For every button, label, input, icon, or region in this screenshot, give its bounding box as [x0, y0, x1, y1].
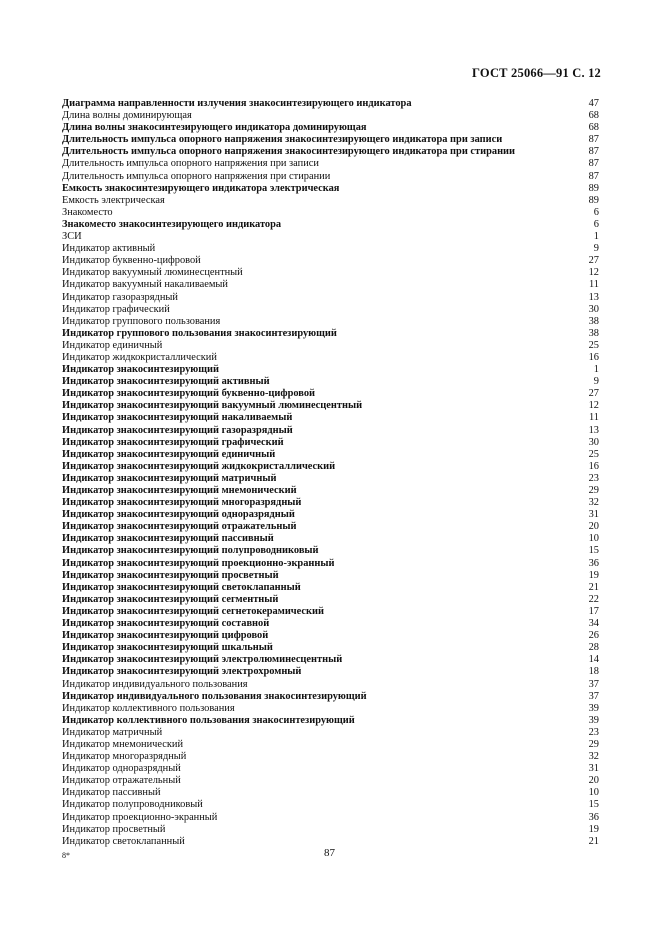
index-term: Знакоместо: [62, 206, 113, 218]
index-page-ref: 31: [588, 763, 599, 775]
index-term: Индикатор полупроводниковый: [62, 799, 203, 811]
index-entry: [62, 122, 599, 134]
page-header: ГОСТ 25066—91 С. 12: [472, 66, 601, 80]
index-term: Длина волны доминирующая: [62, 110, 192, 122]
index-page-ref: 10: [588, 787, 599, 799]
index-entry: [62, 824, 599, 836]
index-term: Индикатор знакосинтезирующий электролюминесцентный: [62, 654, 343, 666]
index-term: Индикатор знакосинтезирующий проекционно-экранный: [62, 557, 335, 569]
index-entry: [62, 642, 599, 654]
index-entry: [62, 292, 599, 304]
index-entry: [62, 497, 599, 509]
index-entry: [62, 110, 599, 122]
index-page-ref: 21: [588, 835, 599, 847]
index-term: Индикатор знакосинтезирующий жидкокристаллический: [62, 460, 336, 472]
signature-mark: 8*: [62, 851, 70, 860]
index-page-ref: 23: [588, 472, 599, 484]
index-entry: [62, 558, 599, 570]
index-page-ref: 17: [588, 605, 599, 617]
index-term: Индикатор знакосинтезирующий составной: [62, 618, 270, 630]
index-term: Индикатор знакосинтезирующий шкальный: [62, 642, 273, 654]
index-entry: [62, 171, 599, 183]
index-page-ref: 39: [588, 702, 599, 714]
index-term: Индикатор знакосинтезирующий активный: [62, 376, 270, 388]
index-page-ref: 36: [588, 811, 599, 823]
index-page-ref: 10: [588, 533, 599, 545]
index-entry: [62, 412, 599, 424]
index-page-ref: 32: [588, 497, 599, 509]
index-entry: [62, 243, 599, 255]
index-term: Знакоместо знакосинтезирующего индикатора: [62, 218, 282, 230]
index-term: Индикатор знакосинтезирующий газоразрядный: [62, 424, 293, 436]
index-entry: [62, 570, 599, 582]
index-entry: [62, 158, 599, 170]
index-term: Индикатор знакосинтезирующий цифровой: [62, 630, 269, 642]
index-term: Индикатор знакосинтезирующий вакуумный люминесцентный: [62, 400, 363, 412]
index-term: Индикатор знакосинтезирующий графический: [62, 436, 284, 448]
index-term: Индикатор знакосинтезирующий одноразрядный: [62, 509, 295, 521]
index-page-ref: 29: [588, 485, 599, 496]
index-term: Длительность импульса опорного напряжения при стирании: [62, 170, 331, 182]
index-entry: [62, 195, 599, 207]
index-page-ref: 22: [588, 593, 599, 605]
index-entry: [62, 328, 599, 340]
index-page-ref: 11: [588, 279, 599, 291]
index-page-ref: 29: [588, 738, 599, 750]
index-term: Индикатор отражательный: [62, 775, 181, 787]
index-term: Индикатор знакосинтезирующий накаливаемый: [62, 412, 293, 424]
index-term: Индикатор знакосинтезирующий матричный: [62, 472, 277, 484]
index-term: Индикатор знакосинтезирующий отражательный: [62, 521, 297, 533]
index-entry: [62, 739, 599, 751]
index-term: Индикатор индивидуального пользования: [62, 678, 248, 690]
index-page-ref: 6: [593, 218, 599, 230]
index-page-ref: 12: [588, 267, 599, 279]
index-entry: [62, 533, 599, 545]
index-entry: [62, 836, 599, 848]
index-page-ref: 15: [588, 545, 599, 557]
index-page-ref: 13: [588, 424, 599, 436]
index-term: Индикатор знакосинтезирующий электрохромный: [62, 666, 302, 678]
index-entry: [62, 630, 599, 642]
index-entry: [62, 376, 599, 388]
index-page-ref: 87: [588, 158, 599, 170]
index-entry: [62, 255, 599, 267]
index-entry: [62, 207, 599, 219]
index-term: Индикатор многоразрядный: [62, 751, 187, 763]
index-entry: [62, 763, 599, 775]
index-term: Индикатор знакосинтезирующий сегментный: [62, 593, 279, 605]
index-term: Длительность импульса опорного напряжения знакосинтезирующего индикатора при стирании: [62, 146, 516, 158]
index-term: Индикатор газоразрядный: [62, 291, 178, 303]
index-entry: [62, 461, 599, 473]
index-page-ref: 25: [588, 448, 599, 460]
index-entry: [62, 134, 599, 146]
index-page-ref: 21: [588, 581, 599, 593]
index-page-ref: 37: [588, 690, 599, 702]
index-page-ref: 25: [588, 339, 599, 351]
index-term: Индикатор одноразрядный: [62, 763, 181, 775]
index-term: Индикатор мнемонический: [62, 738, 184, 750]
index-term: Индикатор пассивный: [62, 787, 161, 799]
alphabetical-index: [62, 98, 599, 848]
index-term: Индикатор проекционно-экранный: [62, 811, 218, 823]
index-entry: [62, 340, 599, 352]
index-entry: [62, 279, 599, 291]
index-term: Индикатор вакуумный накаливаемый: [62, 279, 228, 291]
index-page-ref: 87: [588, 134, 599, 146]
index-page-ref: 19: [588, 569, 599, 581]
index-entry: [62, 691, 599, 703]
index-entry: [62, 316, 599, 328]
index-term: Индикатор группового пользования знакосинтезирующий: [62, 327, 337, 339]
index-term: Емкость электрическая: [62, 194, 165, 206]
index-page-ref: 30: [588, 303, 599, 315]
index-term: Индикатор индивидуального пользования знакосинтезирующий: [62, 690, 367, 702]
index-entry: [62, 787, 599, 799]
index-page-ref: 37: [588, 678, 599, 690]
index-page-ref: 15: [588, 799, 599, 811]
index-page-ref: 89: [588, 194, 599, 206]
index-term: Индикатор знакосинтезирующий: [62, 364, 219, 376]
index-page-ref: 23: [588, 726, 599, 738]
index-page-ref: 31: [588, 509, 599, 521]
index-entry: [62, 812, 599, 824]
index-entry: [62, 364, 599, 376]
index-entry: [62, 545, 599, 557]
index-term: Индикатор графический: [62, 303, 170, 315]
index-term: Индикатор жидкокристаллический: [62, 351, 217, 363]
index-page-ref: 34: [588, 618, 599, 630]
index-term: Индикатор знакосинтезирующий мнемонический: [62, 485, 297, 496]
index-entry: [62, 521, 599, 533]
index-entry: [62, 267, 599, 279]
index-term: Индикатор матричный: [62, 726, 163, 738]
index-page-ref: 9: [593, 376, 599, 388]
index-term: Длительность импульса опорного напряжения знакосинтезирующего индикатора при записи: [62, 134, 503, 146]
index-page-ref: 87: [588, 170, 599, 182]
index-entry: [62, 799, 599, 811]
index-page-ref: 28: [588, 642, 599, 654]
index-page-ref: 19: [588, 823, 599, 835]
index-entry: [62, 654, 599, 666]
index-page-ref: 26: [588, 630, 599, 642]
index-term: Индикатор знакосинтезирующий светоклапанный: [62, 581, 301, 593]
index-entry: [62, 449, 599, 461]
index-entry: [62, 715, 599, 727]
index-page-ref: 47: [588, 98, 599, 109]
index-entry: [62, 666, 599, 678]
index-term: Индикатор коллективного пользования: [62, 702, 235, 714]
index-page-ref: 12: [588, 400, 599, 412]
index-term: Индикатор знакосинтезирующий сегнетокерамический: [62, 605, 324, 617]
index-term: Индикатор знакосинтезирующий полупроводниковый: [62, 545, 319, 557]
index-entry: [62, 98, 599, 110]
index-page-ref: 32: [588, 751, 599, 763]
index-term: Емкость знакосинтезирующего индикатора электрическая: [62, 182, 340, 194]
index-page-ref: 16: [588, 351, 599, 363]
index-term: Диаграмма направленности излучения знакосинтезирующего индикатора: [62, 98, 412, 109]
index-page-ref: 68: [588, 110, 599, 122]
index-page-ref: 1: [593, 231, 599, 243]
index-term: Индикатор знакосинтезирующий единичный: [62, 448, 276, 460]
index-page-ref: 11: [588, 412, 599, 424]
index-page-ref: 68: [588, 122, 599, 134]
index-term: Индикатор знакосинтезирующий пассивный: [62, 533, 274, 545]
index-page-ref: 39: [588, 714, 599, 726]
index-page-ref: 30: [588, 436, 599, 448]
index-entry: [62, 727, 599, 739]
page-number: 87: [324, 847, 335, 859]
index-entry: [62, 473, 599, 485]
index-page-ref: 87: [588, 146, 599, 158]
index-entry: [62, 146, 599, 158]
index-term: Индикатор буквенно-цифровой: [62, 255, 201, 267]
index-page-ref: 20: [588, 775, 599, 787]
index-entry: [62, 751, 599, 763]
index-entry: [62, 775, 599, 787]
index-page-ref: 36: [588, 557, 599, 569]
index-entry: [62, 388, 599, 400]
index-term: Длина волны знакосинтезирующего индикатора доминирующая: [62, 122, 367, 134]
index-entry: [62, 352, 599, 364]
index-entry: [62, 582, 599, 594]
index-entry: [62, 509, 599, 521]
index-entry: [62, 606, 599, 618]
index-entry: [62, 183, 599, 195]
index-page-ref: 89: [588, 182, 599, 194]
index-term: Индикатор светоклапанный: [62, 835, 185, 847]
index-page-ref: 27: [588, 255, 599, 267]
index-entry: [62, 437, 599, 449]
index-term: Индикатор единичный: [62, 339, 163, 351]
index-term: Индикатор знакосинтезирующий просветный: [62, 569, 279, 581]
index-term: Индикатор знакосинтезирующий буквенно-цифровой: [62, 388, 316, 400]
index-entry: [62, 219, 599, 231]
index-term: Индикатор вакуумный люминесцентный: [62, 267, 243, 279]
index-entry: [62, 485, 599, 497]
index-page-ref: 1: [593, 364, 599, 376]
index-entry: [62, 400, 599, 412]
index-entry: [62, 231, 599, 243]
index-page-ref: 27: [588, 388, 599, 400]
index-page-ref: 18: [588, 666, 599, 678]
index-page-ref: 38: [588, 327, 599, 339]
index-entry: [62, 618, 599, 630]
index-page-ref: 13: [588, 291, 599, 303]
index-page-ref: 20: [588, 521, 599, 533]
index-term: Индикатор просветный: [62, 823, 166, 835]
index-page-ref: 16: [588, 460, 599, 472]
index-page-ref: 38: [588, 315, 599, 327]
index-term: Индикатор коллективного пользования знакосинтезирующий: [62, 714, 355, 726]
index-term: Индикатор знакосинтезирующий многоразрядный: [62, 497, 302, 509]
index-entry: [62, 703, 599, 715]
index-term: Индикатор активный: [62, 243, 156, 255]
index-term: Индикатор группового пользования: [62, 315, 221, 327]
index-page-ref: 9: [593, 243, 599, 255]
index-entry: [62, 425, 599, 437]
index-page-ref: 6: [593, 206, 599, 218]
index-entry: [62, 679, 599, 691]
index-term: ЗСИ: [62, 231, 82, 243]
index-entry: [62, 594, 599, 606]
index-term: Длительность импульса опорного напряжения при записи: [62, 158, 319, 170]
index-entry: [62, 304, 599, 316]
index-page-ref: 14: [588, 654, 599, 666]
